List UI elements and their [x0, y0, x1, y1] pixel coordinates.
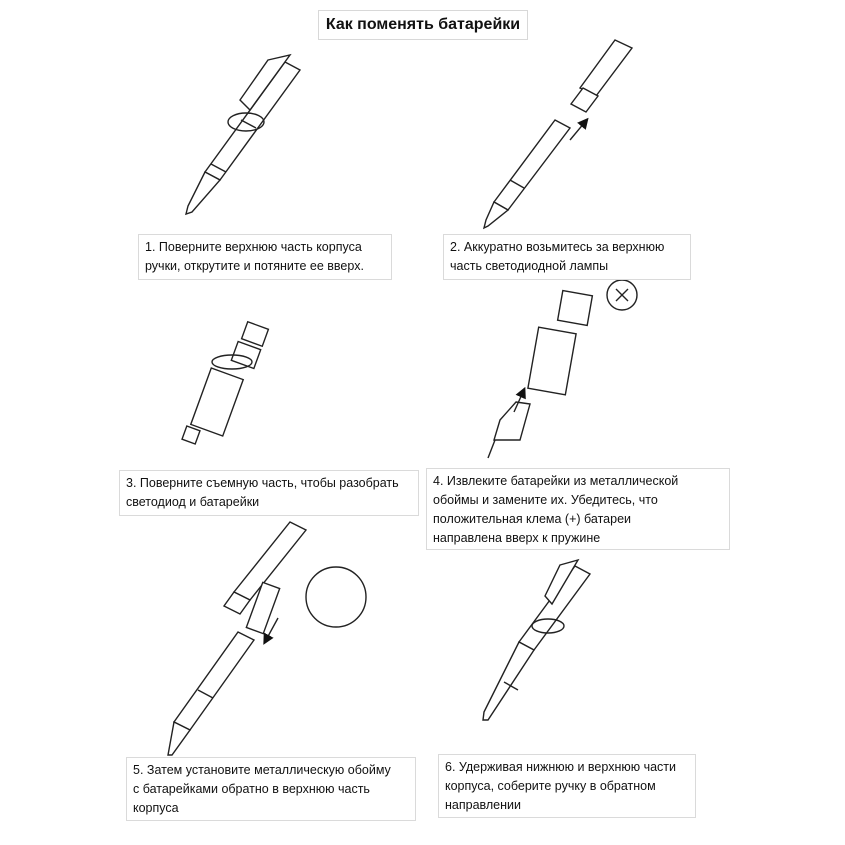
- step-1-line-2: ручки, открутите и потяните ее вверх.: [145, 259, 364, 273]
- step-2-line-1: 2. Аккуратно возьмитесь за верхнюю: [450, 240, 665, 254]
- pen-step5: [168, 522, 366, 755]
- step-6-caption: [438, 754, 696, 818]
- battery-replace-step4: [488, 280, 637, 458]
- step-4-line-2: обоймы и замените их. Убедитесь, что: [433, 493, 658, 507]
- step-4-line-4: направлена вверх к пружине: [433, 531, 601, 545]
- step-5-caption: [126, 757, 416, 821]
- battery-plus-icon: [607, 280, 637, 310]
- step-3-line-1: 3. Поверните съемную часть, чтобы разобрать: [126, 476, 399, 490]
- led-module-step3: [182, 322, 268, 444]
- pen-step1: [186, 55, 300, 214]
- step-1-line-1: 1. Поверните верхнюю часть корпуса: [145, 240, 362, 254]
- rotate-arrow-icon: [228, 113, 264, 131]
- step-4-caption: [426, 468, 730, 550]
- rotate-arrow-icon: [532, 619, 564, 633]
- up-arrow-icon: [514, 392, 523, 412]
- step-5-line-1: 5. Затем установите металлическую обойму: [133, 763, 391, 777]
- step-6-line-3: направлении: [445, 798, 521, 812]
- step-6-line-2: корпуса, соберите ручку в обратном: [445, 779, 656, 793]
- pen-step6: [483, 560, 590, 720]
- up-arrow-icon: [570, 122, 585, 140]
- step-1-caption: [138, 234, 392, 280]
- step-5-line-2: с батарейками обратно в верхнюю часть: [133, 782, 370, 796]
- step-4-line-1: 4. Извлеките батарейки из металлической: [433, 474, 679, 488]
- pen-step2: [484, 40, 632, 228]
- step-2-line-2: часть светодиодной лампы: [450, 259, 609, 273]
- step-2-caption: [443, 234, 691, 280]
- rotate-arrow-icon: [212, 355, 252, 369]
- step-4-line-3: положительная клема (+) батареи: [433, 512, 632, 526]
- page-title: Как поменять батарейки: [318, 10, 528, 40]
- step-3-line-2: светодиод и батарейки: [126, 495, 260, 509]
- step-5-line-3: корпуса: [133, 801, 179, 815]
- step-6-line-1: 6. Удерживая нижнюю и верхнюю части: [445, 760, 676, 774]
- step-3-caption: [119, 470, 419, 516]
- down-arrow-icon: [266, 618, 278, 640]
